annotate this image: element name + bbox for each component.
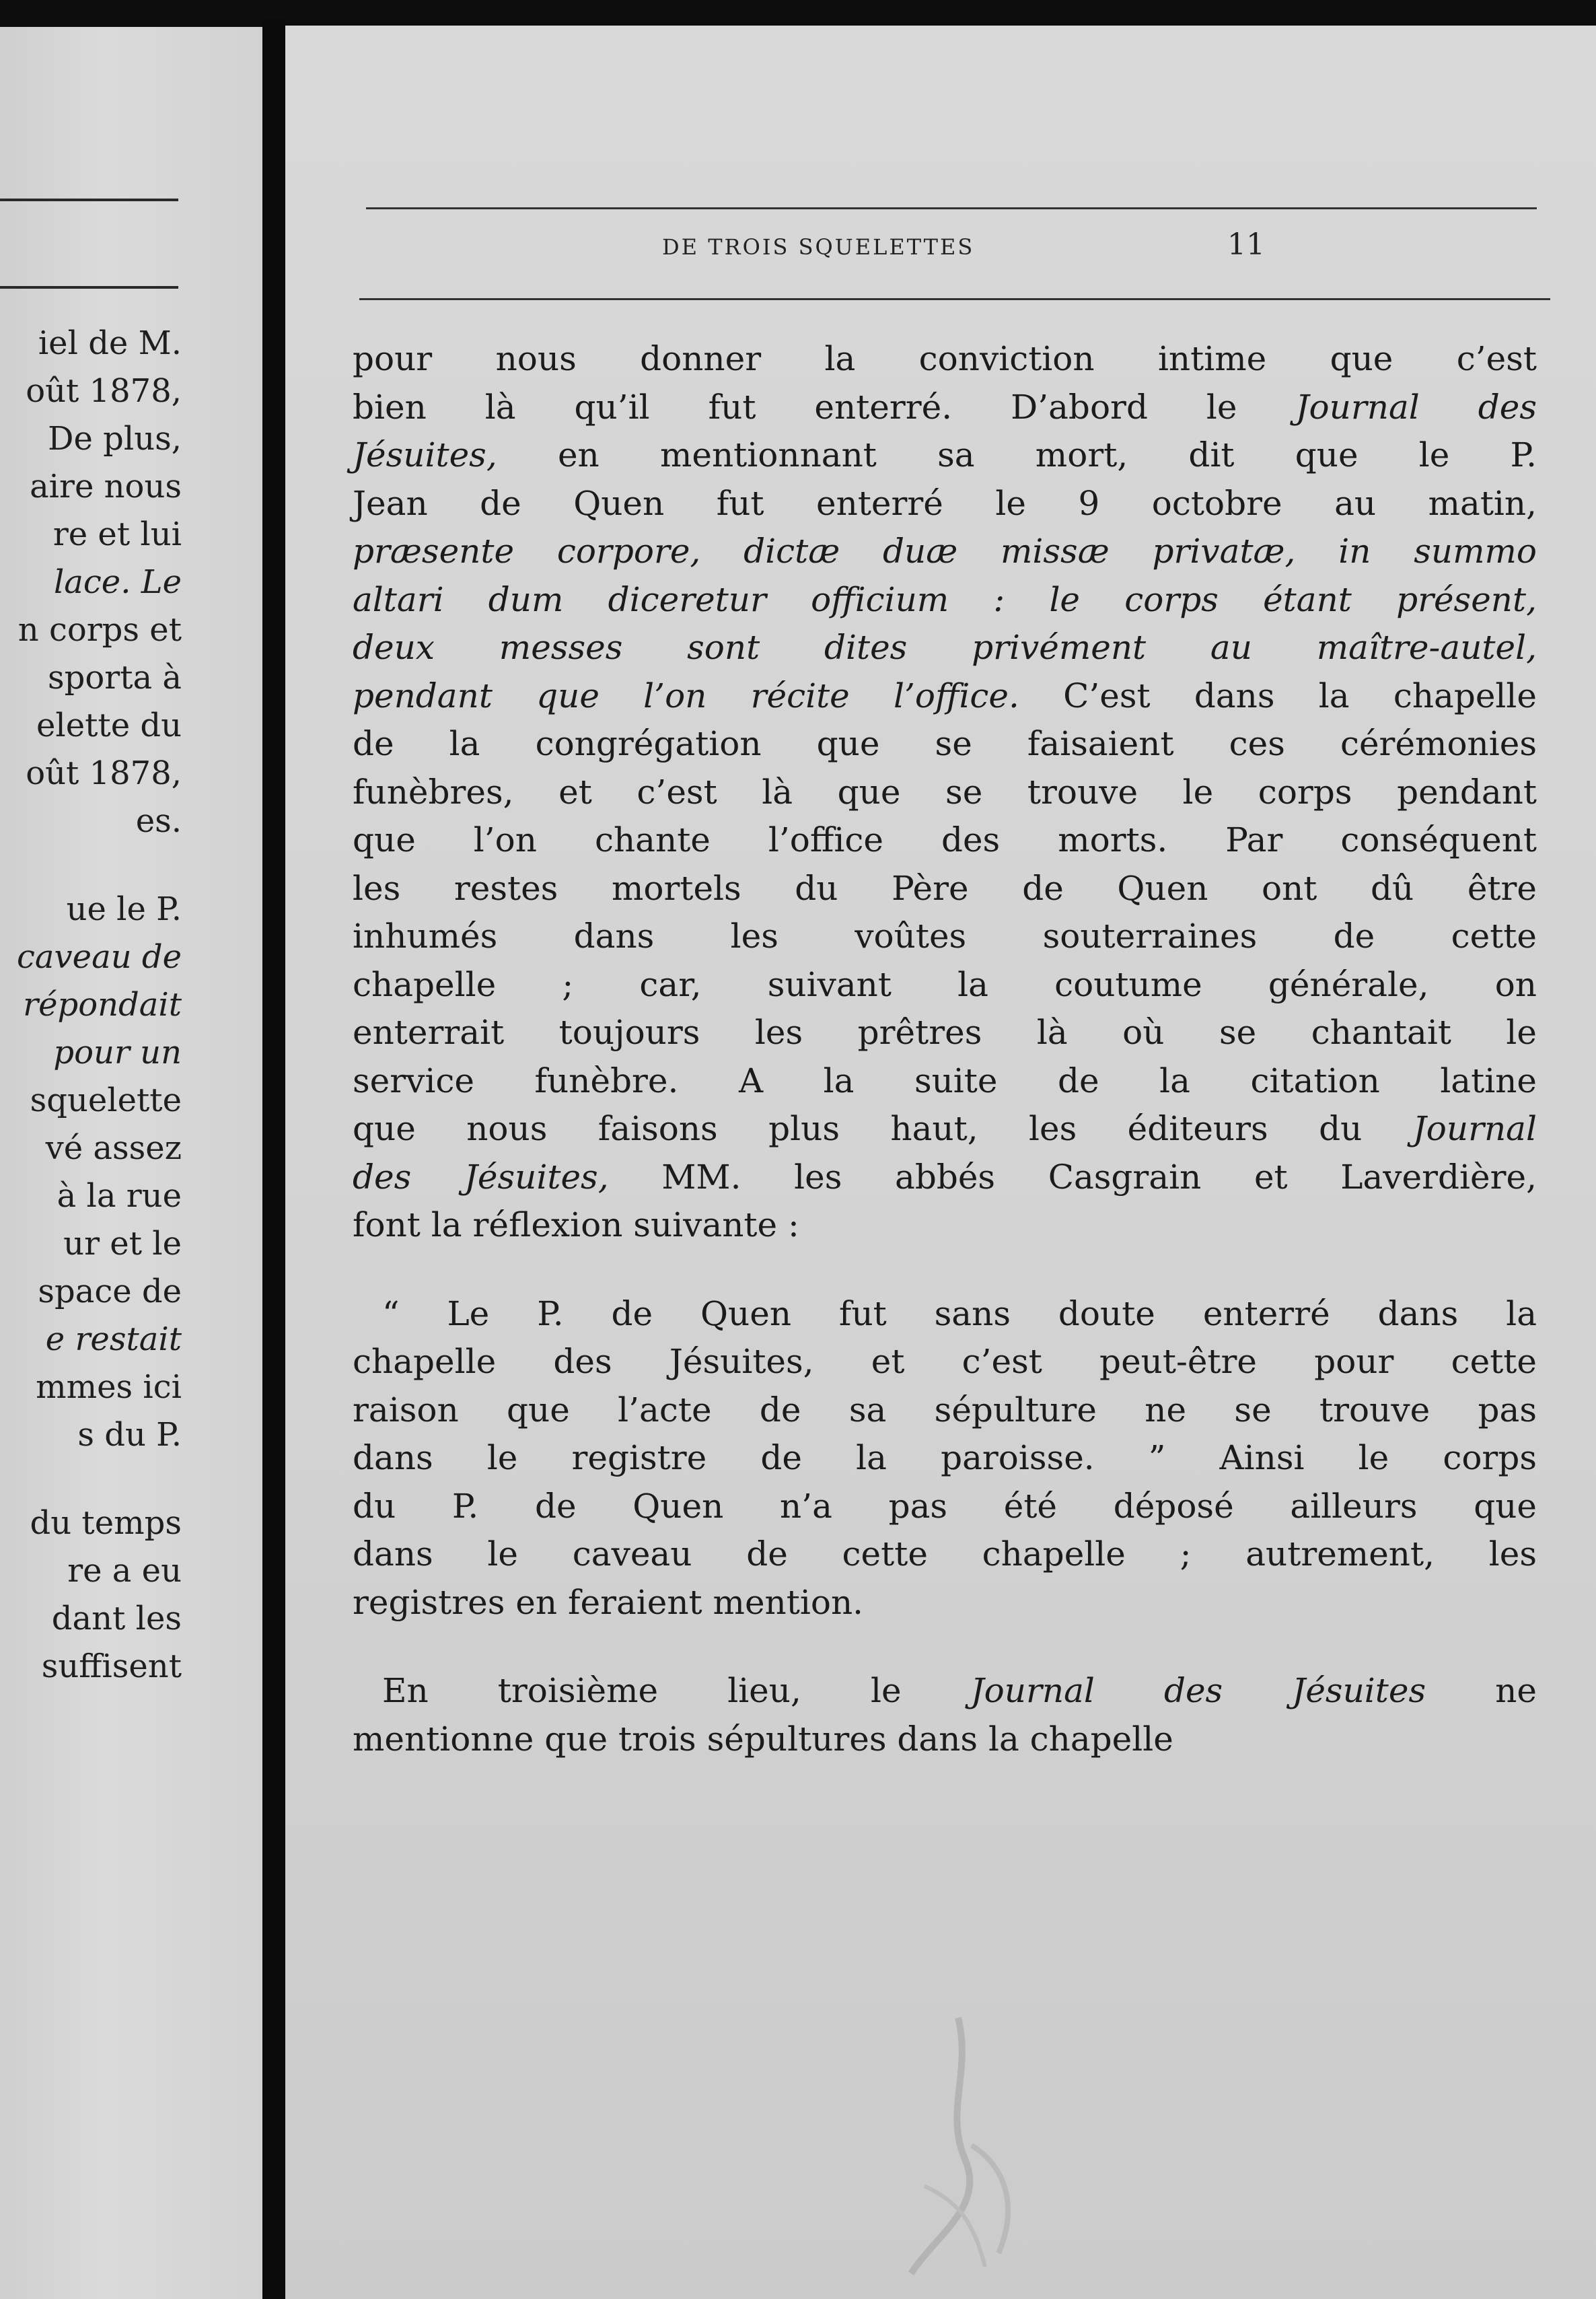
left-page-line: es.: [135, 802, 182, 840]
text-line: [353, 1667, 1537, 1716]
text-line: [353, 816, 1537, 865]
left-page-line: oût 1878,: [26, 754, 182, 792]
body-text: [353, 335, 1537, 1763]
text-span: raison que l’acte de sa sépulture ne se trouve pas: [353, 1390, 1537, 1429]
text-line: [353, 1483, 1537, 1531]
text-line: [353, 1009, 1537, 1057]
text-span: chapelle ; car, suivant la coutume générale, on: [353, 964, 1537, 1004]
left-page-line: s du P.: [77, 1416, 182, 1454]
left-page-line: pour un: [53, 1034, 182, 1071]
left-page-line: suffisent: [41, 1648, 182, 1685]
text-span: les restes mortels du Père de Quen ont dû être: [353, 868, 1537, 908]
paragraph-2: [353, 1290, 1537, 1627]
text-line: [353, 480, 1537, 528]
text-span: C’est dans la chapelle: [1019, 676, 1537, 715]
text-line: [353, 865, 1537, 913]
text-line: [353, 1105, 1537, 1154]
text-span: que l’on chante l’office des morts. Par conséquent: [353, 820, 1537, 859]
left-page-line: du temps: [30, 1504, 182, 1542]
italic-span: pendant que l’on récite l’office.: [353, 676, 1019, 715]
text-line: [353, 1338, 1537, 1386]
left-page-line: oût 1878,: [26, 372, 182, 410]
text-span: enterrait toujours les prêtres là où se chantait le: [353, 1013, 1537, 1052]
text-span: En troisième lieu, le: [382, 1671, 971, 1710]
text-span: que nous faisons plus haut, les éditeurs du: [353, 1109, 1413, 1148]
left-page-line: aire nous: [30, 468, 182, 505]
text-line: [353, 384, 1537, 432]
left-page-line: iel de M.: [38, 324, 182, 362]
text-span: Jean de Quen fut enterré le 9 octobre au matin,: [353, 483, 1537, 523]
left-page-line: squelette: [30, 1082, 182, 1119]
right-page: [285, 26, 1596, 2299]
text-span: inhumés dans les voûtes souterraines de cette: [353, 917, 1537, 956]
text-span: MM. les abbés Casgrain et Laverdière,: [608, 1157, 1537, 1197]
left-page-text: [0, 320, 182, 1691]
left-page-line: mmes ici: [36, 1368, 182, 1406]
text-span: du P. de Quen n’a pas été déposé ailleurs que: [353, 1486, 1537, 1526]
paragraph-3: [353, 1667, 1537, 1763]
text-line: [353, 913, 1537, 961]
left-page-line: [0, 845, 182, 886]
italic-span: deux messes sont dites privément au maître-autel,: [353, 628, 1537, 667]
italic-span: Journal: [1412, 1109, 1537, 1148]
left-page-line: dant les: [51, 1600, 182, 1637]
text-line: [353, 576, 1537, 625]
left-page-line: lace. Le: [53, 563, 182, 601]
left-header-rule-top: [0, 199, 178, 201]
left-page-line: space de: [38, 1273, 182, 1310]
text-span: chapelle des Jésuites, et c’est peut-être pour cette: [353, 1342, 1537, 1381]
text-line: [353, 672, 1537, 721]
text-line: [353, 720, 1537, 769]
left-page-line: répondait: [23, 986, 182, 1024]
left-page-line: e restait: [45, 1320, 182, 1358]
text-line: [353, 1434, 1537, 1483]
text-line: [353, 1057, 1537, 1106]
left-page-line: De plus,: [47, 420, 182, 458]
left-page-line: vé assez: [45, 1129, 182, 1167]
left-page-line: re a eu: [67, 1552, 182, 1590]
ink-stain: [871, 2011, 1046, 2280]
left-facing-page: [0, 27, 262, 2299]
paragraph-1: [353, 335, 1537, 1250]
text-line: [353, 431, 1537, 480]
left-page-line: à la rue: [57, 1177, 182, 1215]
left-page-line: sporta à: [48, 659, 182, 697]
text-span: ne: [1426, 1671, 1537, 1710]
text-line: [353, 1579, 1537, 1627]
text-line: [353, 769, 1537, 817]
text-line: [353, 1386, 1537, 1435]
text-line: [353, 1530, 1537, 1579]
text-line: [353, 1290, 1537, 1339]
text-span: registres en feraient mention.: [353, 1582, 864, 1622]
italic-span: des Jésuites,: [353, 1157, 609, 1197]
text-span: service funèbre. A la suite de la citation latine: [353, 1061, 1537, 1100]
header-rule-bottom: [359, 298, 1550, 300]
text-line: [353, 335, 1537, 384]
text-span: font la réflexion suivante :: [353, 1205, 799, 1244]
text-line: [353, 1716, 1537, 1764]
italic-span: Journal des: [1295, 387, 1537, 427]
text-line: [353, 1201, 1537, 1250]
left-page-line: n corps et: [17, 611, 182, 649]
left-page-line: caveau de: [17, 938, 182, 976]
text-span: “ Le P. de Quen fut sans doute enterré dans la: [382, 1294, 1537, 1333]
text-span: dans le registre de la paroisse. ” Ainsi le corps: [353, 1438, 1537, 1477]
text-span: mentionne que trois sépultures dans la chapelle: [353, 1719, 1173, 1759]
text-line: [353, 1154, 1537, 1202]
italic-span: Jésuites,: [353, 435, 497, 474]
left-page-line: [0, 1459, 182, 1499]
text-span: bien là qu’il fut enterré. D’abord le: [353, 387, 1296, 427]
italic-span: altari dum diceretur officium : le corps étant présent,: [353, 579, 1537, 619]
left-page-line: ue le P.: [66, 890, 182, 928]
italic-span: Journal des Jésuites: [970, 1671, 1426, 1710]
text-line: [353, 624, 1537, 672]
left-header-rule-bottom: [0, 286, 178, 289]
running-title: DE TROIS SQUELETTES: [662, 234, 975, 260]
left-page-line: ur et le: [63, 1225, 182, 1263]
book-gutter: [262, 20, 285, 2299]
left-page-line: elette du: [36, 707, 182, 744]
italic-span: præsente corpore, dictæ duæ missæ privatæ, in summo: [353, 532, 1537, 571]
text-span: de la congrégation que se faisaient ces cérémonies: [353, 724, 1537, 763]
header-rule-top: [366, 207, 1537, 209]
text-span: en mentionnant sa mort, dit que le P.: [497, 435, 1537, 474]
left-page-line: re et lui: [52, 516, 182, 553]
text-span: dans le caveau de cette chapelle ; autrement, les: [353, 1534, 1537, 1573]
page-number: 11: [1227, 227, 1265, 262]
text-span: funèbres, et c’est là que se trouve le corps pendant: [353, 772, 1537, 812]
text-line: [353, 528, 1537, 576]
text-span: pour nous donner la conviction intime que c’est: [353, 339, 1537, 378]
text-line: [353, 961, 1537, 1010]
